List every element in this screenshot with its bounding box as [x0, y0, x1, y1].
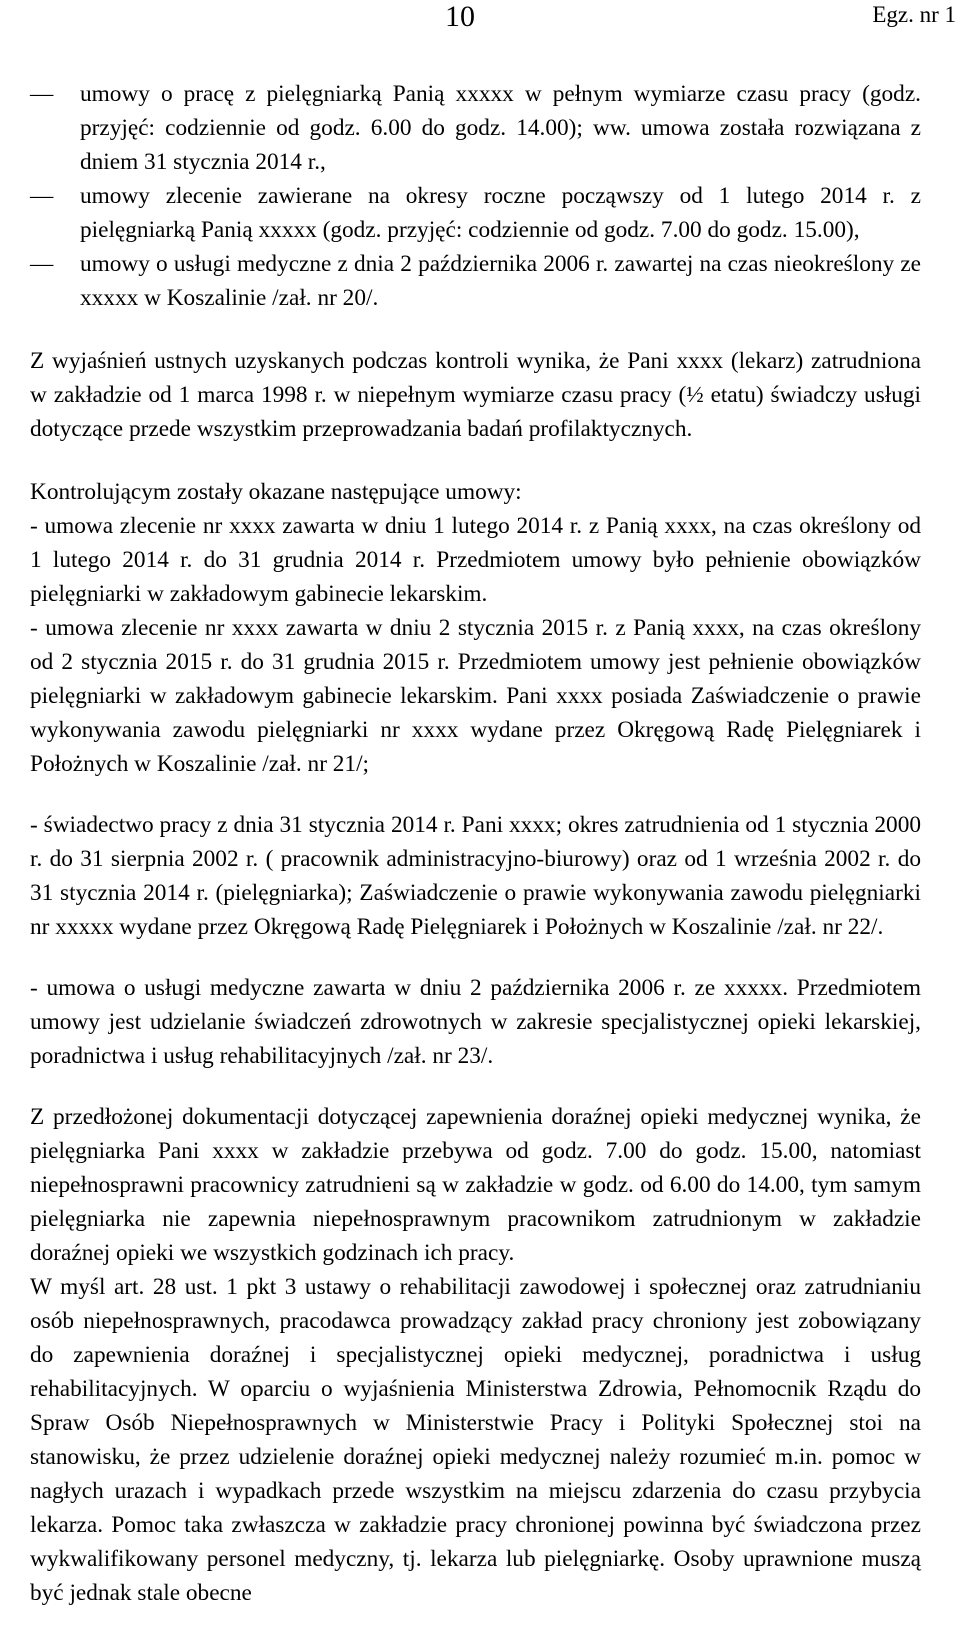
dash-marker: — [30, 81, 54, 107]
paragraph-employment-certificate: - świadectwo pracy z dnia 31 stycznia 2014 r. Pani xxxx; okres zatrudnienia od 1 stycznia 2000 r. do 31 sierpnia 2002 r. ( pracownik administracyjno-biurowy) oraz od 1 września 2002 r. do 31 stycznia 2014 r. (pielęgniarka); Zaświadczenie o prawie wykonywania zawodu pielęgniarki nr xxxxx wydane przez Okręgową Radę Pielęgniarek i Położnych w Koszalinie /zał. nr 22/. [30, 812, 921, 940]
page-number: 10 [445, 0, 475, 33]
list-item [30, 179, 921, 247]
dash-marker: — [30, 251, 54, 277]
paragraph-contracts-intro: Kontrolującym zostały okazane następujące umowy: [30, 479, 522, 505]
list-item-text: umowy zlecenie zawierane na okresy roczne począwszy od 1 lutego 2014 r. z pielęgniarką Panią xxxxx (godz. przyjęć: codziennie od godz. 7.00 do godz. 15.00), [80, 183, 921, 243]
paragraph-legal-basis: W myśl art. 28 ust. 1 pkt 3 ustawy o rehabilitacji zawodowej i społecznej oraz zatrudnianiu osób niepełnosprawnych, pracodawca prowadzący zakład pracy chroniony jest zobowiązany do zapewnienia doraźnej i specjalistycznej opieki medycznej, poradnictwa i usług rehabilitacyjnych. W oparciu o wyjaśnienia Ministerstwa Zdrowia, Pełnomocnik Rządu do Spraw Osób Niepełnosprawnych w Ministerstwie Pracy i Polityki Społecznej stoi na stanowisku, że przez udzielenie doraźnej opieki medycznej należy rozumieć m.in. pomoc w nagłych urazach i wypadkach przede wszystkim na miejscu zdarzenia do czasu przybycia lekarza. Pomoc taka zwłaszcza w zakładzie pracy chronionej powinna być świadczona przez wykwalifikowany personel medyczny, tj. lekarza lub pielęgniarkę. Osoby uprawnione muszą być jednak stale obecne [30, 1274, 921, 1606]
dash-list [30, 77, 921, 315]
paragraph-contract-2015: - umowa zlecenie nr xxxx zawarta w dniu 2 stycznia 2015 r. z Panią xxxx, na czas określony od 2 stycznia 2015 r. do 31 grudnia 2015 r. Przedmiotem umowy jest pełnienie obowiązków pielęgniarki w zakładowym gabinecie lekarskim. Pani xxxx posiada Zaświadczenie o prawie wykonywania zawodu pielęgniarki nr xxxx wydane przez Okręgową Radę Pielęgniarek i Położnych w Koszalinie /zał. nr 21/; [30, 615, 921, 777]
paragraph-documentation-findings: Z przedłożonej dokumentacji dotyczącej zapewnienia doraźnej opieki medycznej wynika, że pielęgniarka Pani xxxx w zakładzie przebywa od godz. 7.00 do godz. 15.00, natomiast niepełnosprawni pracownicy zatrudnieni są w zakładzie w godz. od 6.00 do 14.00, tym samym pielęgniarka nie zapewnia niepełnosprawnym pracownikom zatrudnionym w zakładzie doraźnej opieki we wszystkich godzinach ich pracy. [30, 1104, 921, 1266]
list-item [30, 77, 921, 179]
list-item-text: umowy o usługi medyczne z dnia 2 października 2006 r. zawartej na czas nieokreślony ze xxxxx w Koszalinie /zał. nr 20/. [80, 251, 921, 311]
paragraph-medical-services-contract: - umowa o usługi medyczne zawarta w dniu 2 października 2006 r. ze xxxxx. Przedmiotem umowy jest udzielanie świadczeń zdrowotnych w zakresie specjalistycznej opieki lekarskiej, poradnictwa i usług rehabilitacyjnych /zał. nr 23/. [30, 975, 921, 1069]
list-item-text: umowy o pracę z pielęgniarką Panią xxxxx w pełnym wymiarze czasu pracy (godz. przyjęć: codziennie od godz. 6.00 do godz. 14.00); ww. umowa została rozwiązana z dniem 31 stycznia 2014 r., [80, 81, 921, 175]
copy-label: Egz. nr 1 [872, 2, 956, 27]
document-body [30, 77, 921, 1610]
paragraph-explanations: Z wyjaśnień ustnych uzyskanych podczas kontroli wynika, że Pani xxxx (lekarz) zatrudniona w zakładzie od 1 marca 1998 r. w niepełnym wymiarze czasu pracy (½ etatu) świadczy usługi dotyczące przede wszystkim przeprowadzania badań profilaktycznych. [30, 348, 921, 442]
paragraph-contract-2014: - umowa zlecenie nr xxxx zawarta w dniu 1 lutego 2014 r. z Panią xxxx, na czas określony od 1 lutego 2014 r. do 31 grudnia 2014 r. Przedmiotem umowy było pełnienie obowiązków pielęgniarki w zakładowym gabinecie lekarskim. [30, 513, 921, 607]
dash-marker: — [30, 183, 54, 209]
list-item [30, 247, 921, 315]
